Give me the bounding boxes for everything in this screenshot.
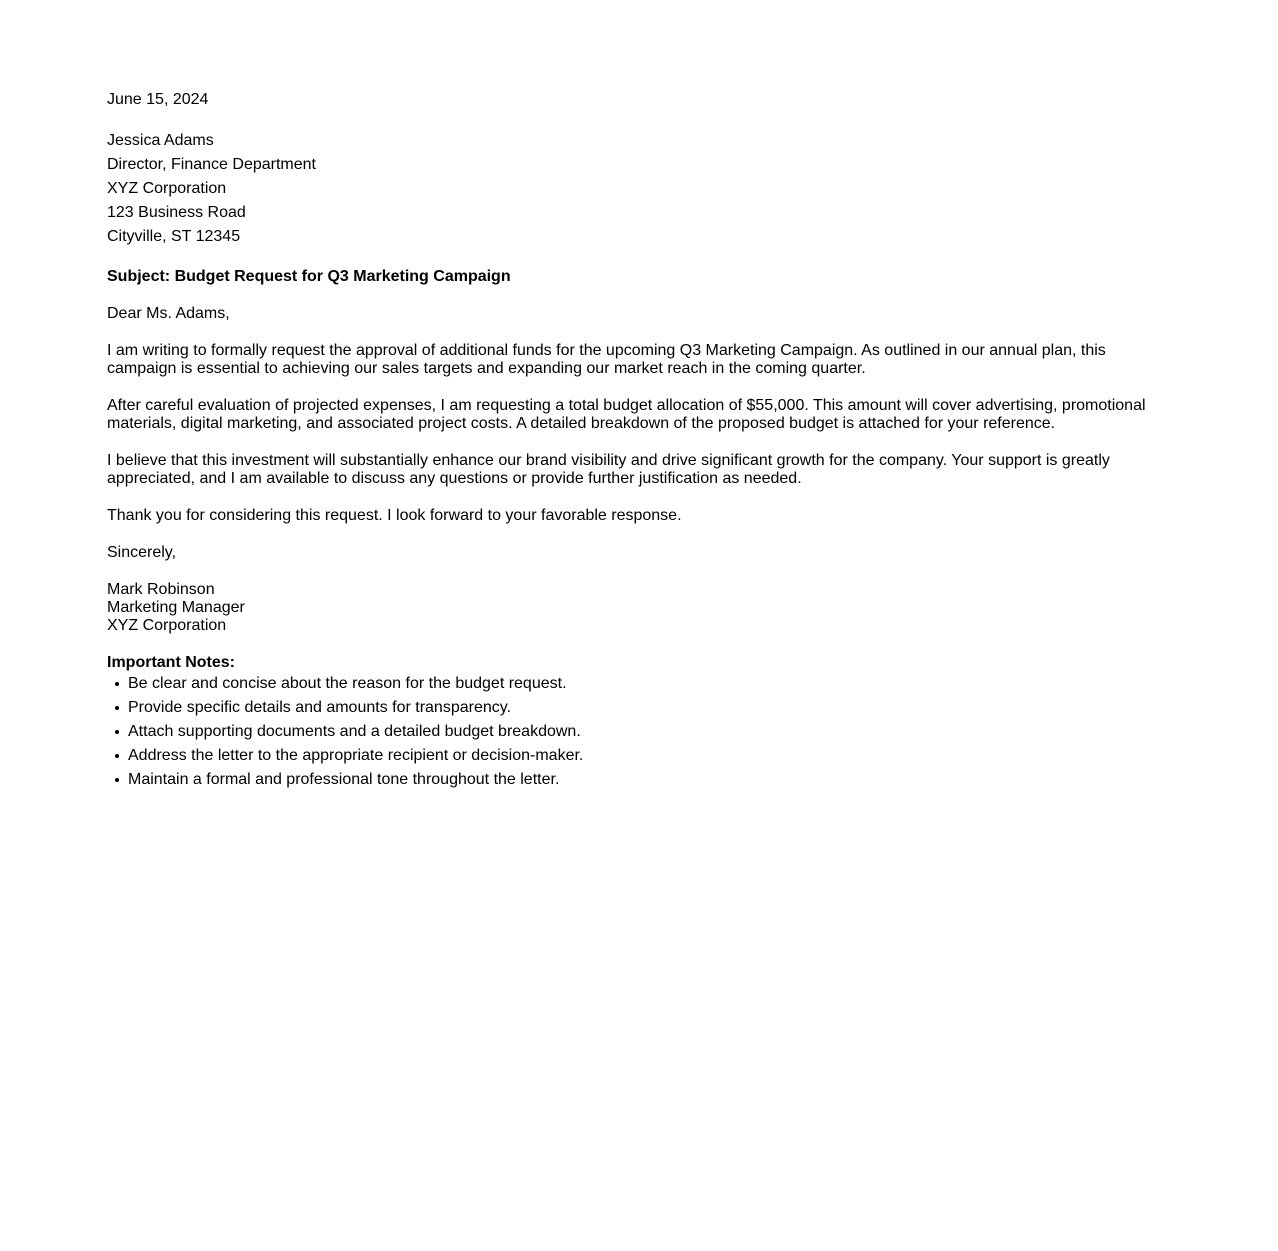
- subject-line: Subject: Budget Request for Q3 Marketing Campaign: [107, 268, 511, 285]
- letter-date: June 15, 2024: [107, 91, 209, 108]
- signature-name: Mark Robinson: [107, 581, 215, 598]
- note-item: Maintain a formal and professional tone throughout the letter.: [128, 768, 1160, 792]
- recipient-title: Director, Finance Department: [107, 156, 316, 173]
- note-item: Provide specific details and amounts for transparency.: [128, 696, 1160, 720]
- note-item: Address the letter to the appropriate recipient or decision-maker.: [128, 744, 1160, 768]
- recipient-company: XYZ Corporation: [107, 180, 227, 197]
- greeting: Dear Ms. Adams,: [107, 305, 230, 322]
- recipient-name: Jessica Adams: [107, 132, 214, 149]
- body-paragraph-4: Thank you for considering this request. I look forward to your favorable response.: [107, 507, 682, 524]
- body-paragraph-1: I am writing to formally request the approval of additional funds for the upcoming Q3 Marketing Campaign. As outlined in our annual plan, this campaign is essential to achieving our sales targets and expanding our market reach in the coming quarter.: [107, 342, 1106, 377]
- body-paragraph-2: After careful evaluation of projected expenses, I am requesting a total budget allocation of $55,000. This amount will cover advertising, promotional materials, digital marketing, and associated project costs. A detailed breakdown of the proposed budget is attached for your reference.: [107, 397, 1146, 432]
- closing: Sincerely,: [107, 544, 177, 561]
- notes-heading: Important Notes:: [107, 654, 235, 671]
- letter-content: [107, 0, 1160, 792]
- signature-block: [107, 581, 1160, 635]
- signature-company: XYZ Corporation: [107, 617, 227, 634]
- recipient-city: Cityville, ST 12345: [107, 228, 241, 245]
- body-paragraph-3: I believe that this investment will substantially enhance our brand visibility and drive significant growth for the company. Your support is greatly appreciated, and I am available to discuss any questions or provide further justification as needed.: [107, 452, 1110, 487]
- recipient-address-block: [107, 129, 1160, 249]
- note-item: Be clear and concise about the reason for the budget request.: [128, 672, 1160, 696]
- recipient-street: 123 Business Road: [107, 204, 246, 221]
- signature-title: Marketing Manager: [107, 599, 245, 616]
- note-item: Attach supporting documents and a detailed budget breakdown.: [128, 720, 1160, 744]
- notes-list: [107, 672, 1160, 792]
